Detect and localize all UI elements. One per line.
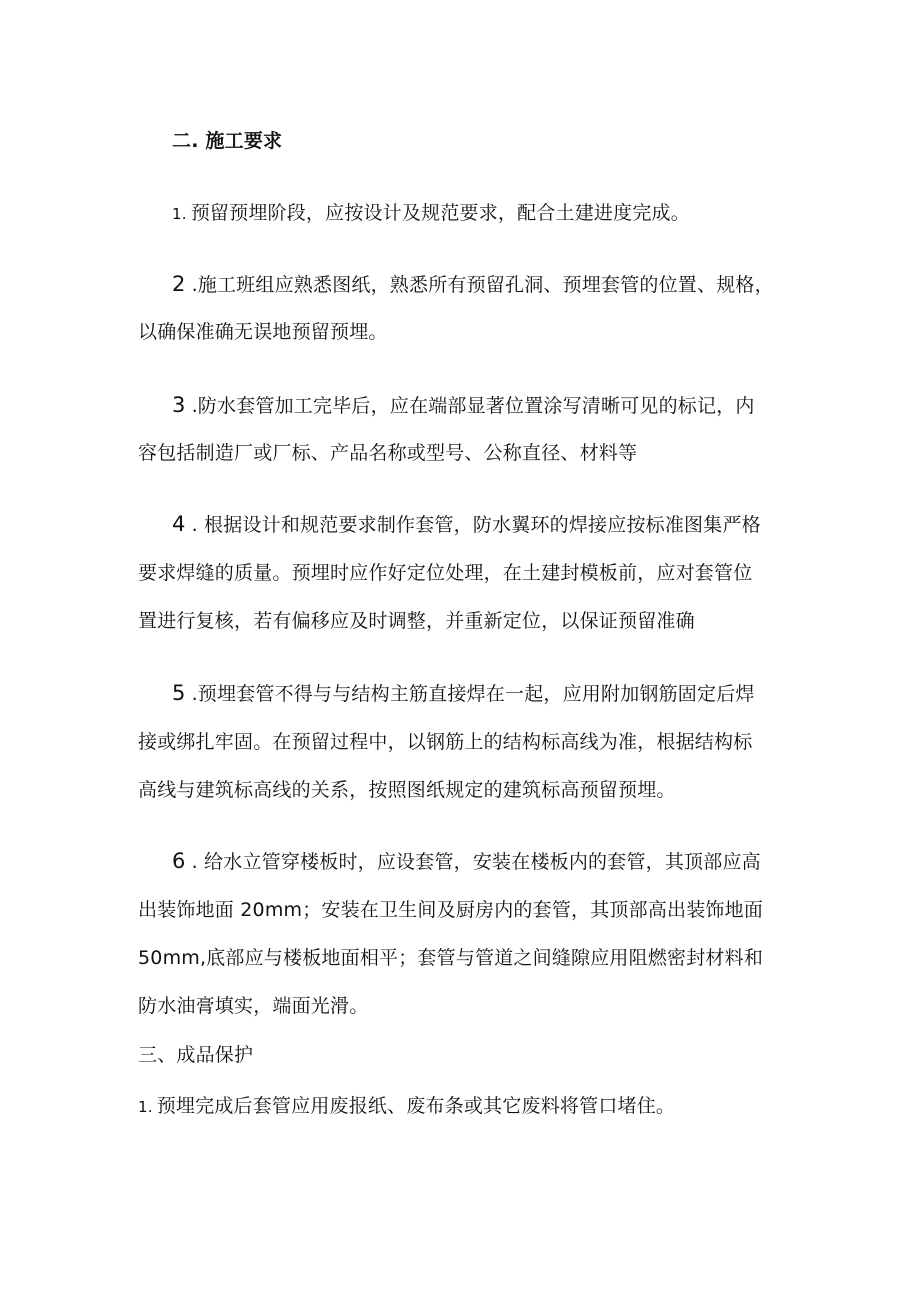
list-item-2-line-2: 以确保准确无误地预留预埋。: [138, 321, 388, 343]
list-item-3-line-1: [172, 393, 822, 418]
item-number: 6: [172, 849, 186, 873]
item-text: . 给水立管穿楼板时，应设套管，安装在楼板内的套管，其顶部应高: [191, 851, 761, 873]
item-text: 预埋完成后套管应用废报纸、废布条或其它废料将管口堵住。: [156, 1095, 676, 1117]
section-heading-construction-requirements: 二. 施工要求: [172, 130, 283, 152]
item-number: 5: [172, 681, 186, 705]
list-item-4-line-2: 要求焊缝的质量。预埋时应作好定位处理，在土建封模板前，应对套管位: [138, 562, 753, 584]
list-item-3-line-2: 容包括制造厂或厂标、产品名称或型号、公称直径、材料等: [138, 442, 638, 464]
item-text: .预埋套管不得与与结构主筋直接焊在一起，应用附加钢筋固定后焊: [191, 683, 755, 705]
item-number: 2: [172, 272, 186, 296]
list-item-4-line-1: [172, 512, 822, 537]
list-item-2-line-1: [172, 272, 822, 297]
list-item-6-line-4: 防水油膏填实，端面光滑。: [138, 995, 369, 1017]
item-number: 3: [172, 393, 186, 417]
list-item-5-line-3: 高线与建筑标高线的关系，按照图纸规定的建筑标高预留预埋。: [138, 779, 676, 801]
item-text: .施工班组应熟悉图纸，熟悉所有预留孔洞、预埋套管的位置、规格，: [191, 274, 774, 296]
list-item-4-line-3: 置进行复核，若有偏移应及时调整，并重新定位，以保证预留准确: [138, 610, 695, 632]
item-number: 1.: [172, 205, 187, 223]
item-number: 4: [172, 512, 186, 536]
list-item-6-line-1: [172, 849, 822, 874]
item-number: 1.: [138, 1098, 153, 1116]
protection-item-1: [138, 1094, 788, 1119]
list-item-5-line-1: [172, 681, 822, 706]
list-item-6-line-3: 50mm,底部应与楼板地面相平；套管与管道之间缝隙应用阻燃密封材料和: [138, 947, 764, 969]
list-item-5-line-2: 接或绑扎牢固。在预留过程中，以钢筋上的结构标高线为准，根据结构标: [138, 731, 753, 753]
item-text: .防水套管加工完毕后，应在端部显著位置涂写清晰可见的标记，内: [191, 395, 755, 417]
section-heading-product-protection: 三、成品保护: [138, 1044, 254, 1066]
list-item-1: [172, 201, 822, 226]
list-item-6-line-2: 出装饰地面 20mm；安装在卫生间及厨房内的套管，其顶部高出装饰地面: [138, 899, 764, 921]
item-text: 预留预埋阶段，应按设计及规范要求，配合土建进度完成。: [190, 202, 690, 224]
item-text: . 根据设计和规范要求制作套管，防水翼环的焊接应按标准图集严格: [191, 514, 761, 536]
